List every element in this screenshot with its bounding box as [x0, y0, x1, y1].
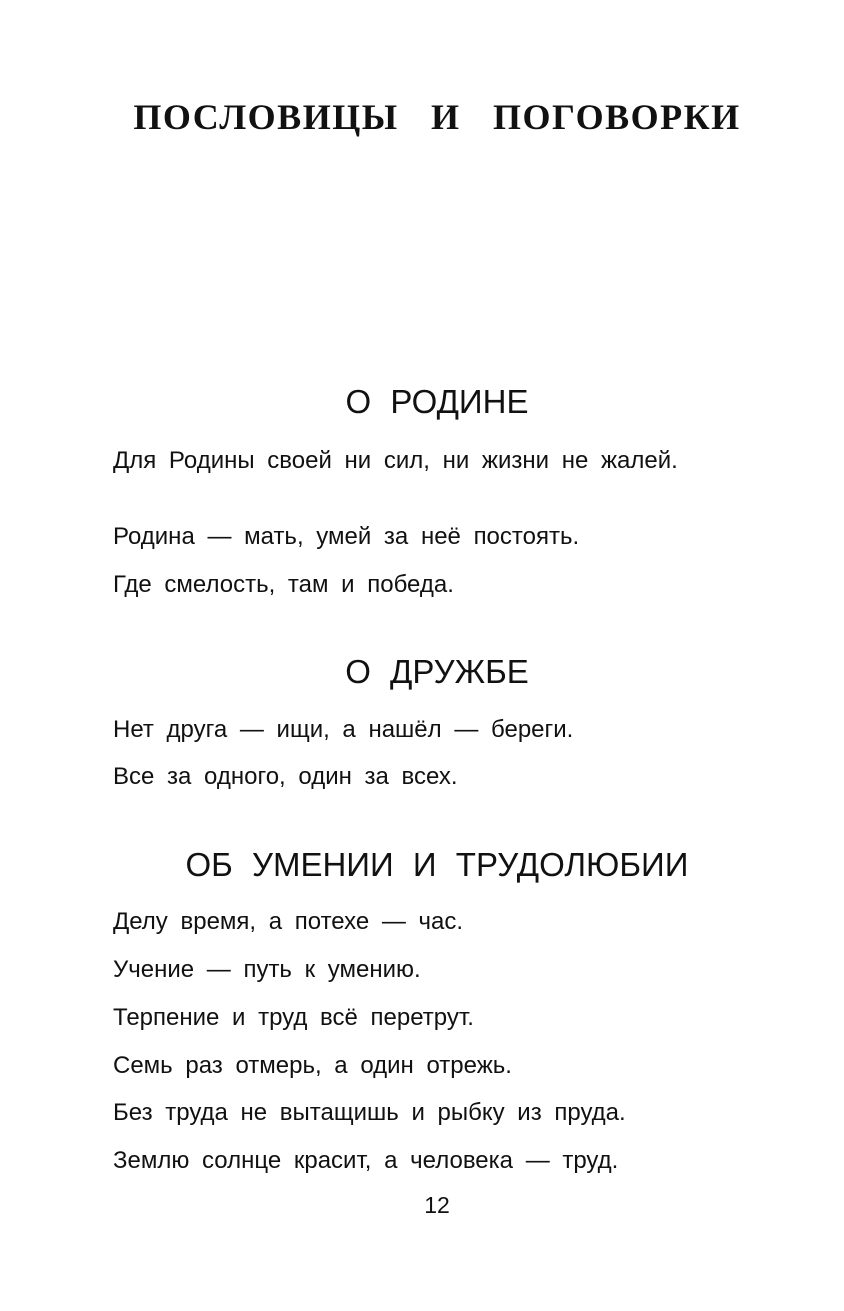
- proverb: Родина — мать, умей за неё постоять.: [113, 523, 580, 550]
- section-heading-friendship: О ДРУЖБЕ: [345, 653, 529, 690]
- proverb: Землю солнце красит, а человека — труд.: [113, 1147, 619, 1174]
- page-number: 12: [424, 1192, 450, 1218]
- proverb: Где смелость, там и победа.: [113, 571, 454, 598]
- section-heading-skill-and-diligence: ОБ УМЕНИИ И ТРУДОЛЮБИИ: [185, 846, 689, 883]
- proverb: Нет друга — ищи, а нашёл — береги.: [113, 716, 574, 743]
- proverb: Для Родины своей ни сил, ни жизни не жалей.: [113, 447, 678, 474]
- section-heading-homeland: О РОДИНЕ: [345, 383, 529, 420]
- proverb: Все за одного, один за всех.: [113, 763, 458, 790]
- proverb: Семь раз отмерь, а один отрежь.: [113, 1052, 512, 1079]
- proverb: Учение — путь к умению.: [113, 956, 421, 983]
- proverb: Делу время, а потехе — час.: [113, 908, 464, 935]
- proverb: Терпение и труд всё перетрут.: [113, 1004, 474, 1031]
- proverb: Без труда не вытащишь и рыбку из пруда.: [113, 1099, 626, 1126]
- page-title: ПОСЛОВИЦЫ И ПОГОВОРКИ: [133, 97, 741, 137]
